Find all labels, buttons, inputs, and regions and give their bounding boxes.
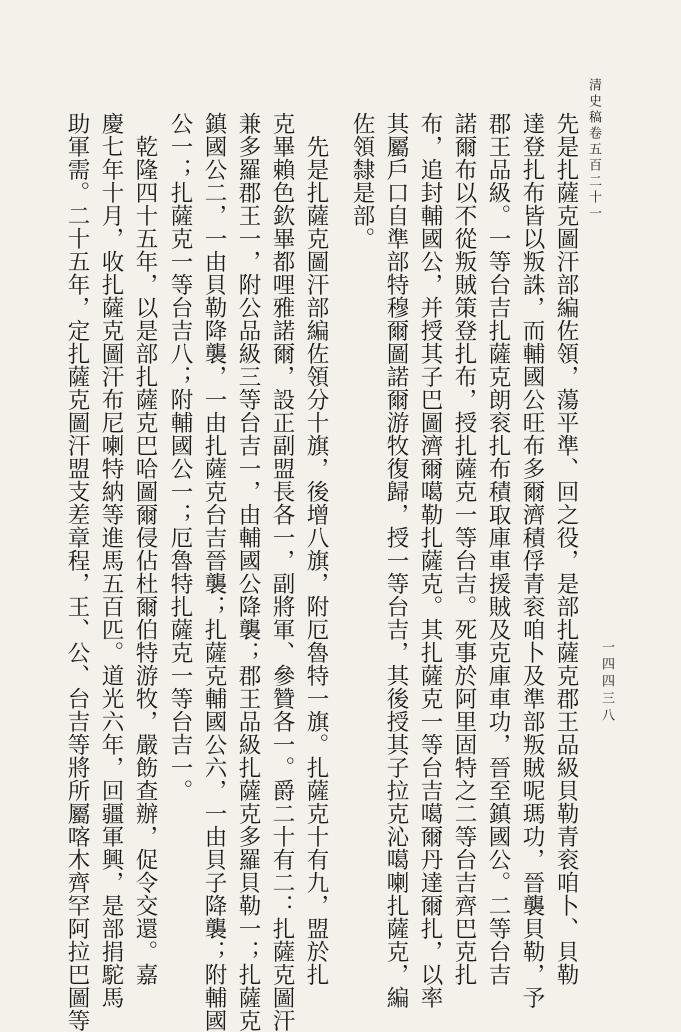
text-column: 克畢賴色欽畢都哩雅諾爾，設正副盟長各一，副將軍、參贊各一。爵二十有二：扎薩克圖汗 — [269, 112, 295, 1032]
text-column: 先是扎薩克圖汗部編佐領分十旗，後增八旗，附厄魯特一旗。扎薩克十有九，盟於扎 — [303, 135, 329, 986]
text-column: 慶七年十月，收扎薩克圖汗布尼喇特納等進馬五百匹。道光六年，回疆軍興，是部捐駝馬 — [98, 112, 124, 1009]
text-column: 乾隆四十五年，以是部扎薩克巴哈圖爾侵佔杜爾伯特游牧，嚴飭查辦，促令交還。嘉 — [132, 135, 158, 986]
text-column: 助軍需。二十五年，定扎薩克圖汗盟支差章程，王、公、台吉等將所屬喀木齊罕阿拉巴圖等 — [64, 112, 90, 1032]
text-column: 公一；扎薩克一等台吉八；附輔國公一；厄魯特扎薩克一等台吉一。 — [167, 112, 193, 802]
text-column: 布，追封輔國公，并授其子巴圖濟爾噶勒扎薩克。其扎薩克一等台吉噶爾丹達爾扎，以率 — [417, 112, 443, 1009]
running-header-title: 清史稿卷五百二十一 — [586, 78, 601, 222]
text-column: 先是扎薩克圖汗部編佐領，蕩平準、回之役，是部扎薩克郡王品級貝勒青衮咱卜、貝勒 — [553, 112, 579, 986]
text-column: 達登扎布皆以叛誅，而輔國公旺布多爾濟積俘青衮咱卜及準部叛賊呢瑪功，晉襲貝勒，予 — [519, 112, 545, 1009]
text-column: 鎮國公二，一由貝勒降襲，一由扎薩克台吉晉襲；扎薩克輔國公六，一由貝子降襲；附輔國 — [201, 112, 227, 1032]
text-column: 郡王品級。一等台吉扎薩克朗衮扎布積取庫車援賊及克庫車功，晉至鎮國公。二等台吉 — [485, 112, 511, 986]
text-column: 佐領隸是部。 — [349, 112, 375, 250]
text-column: 其屬戶口自準部特穆爾圖諾爾游牧復歸，授一等台吉，其後授其子拉克沁噶喇扎薩克，編 — [383, 112, 409, 1009]
text-column: 諾爾布以不從叛賊策登扎布，授扎薩克一等台吉。死事於阿里固特之二等台吉齊巴克扎 — [451, 112, 477, 986]
text-column: 兼多羅郡王一，附公品級三等台吉一，由輔國公降襲；郡王品級扎薩克多羅貝勒一；扎薩克 — [235, 112, 261, 1032]
page-number: 一四四三八 — [599, 640, 614, 725]
